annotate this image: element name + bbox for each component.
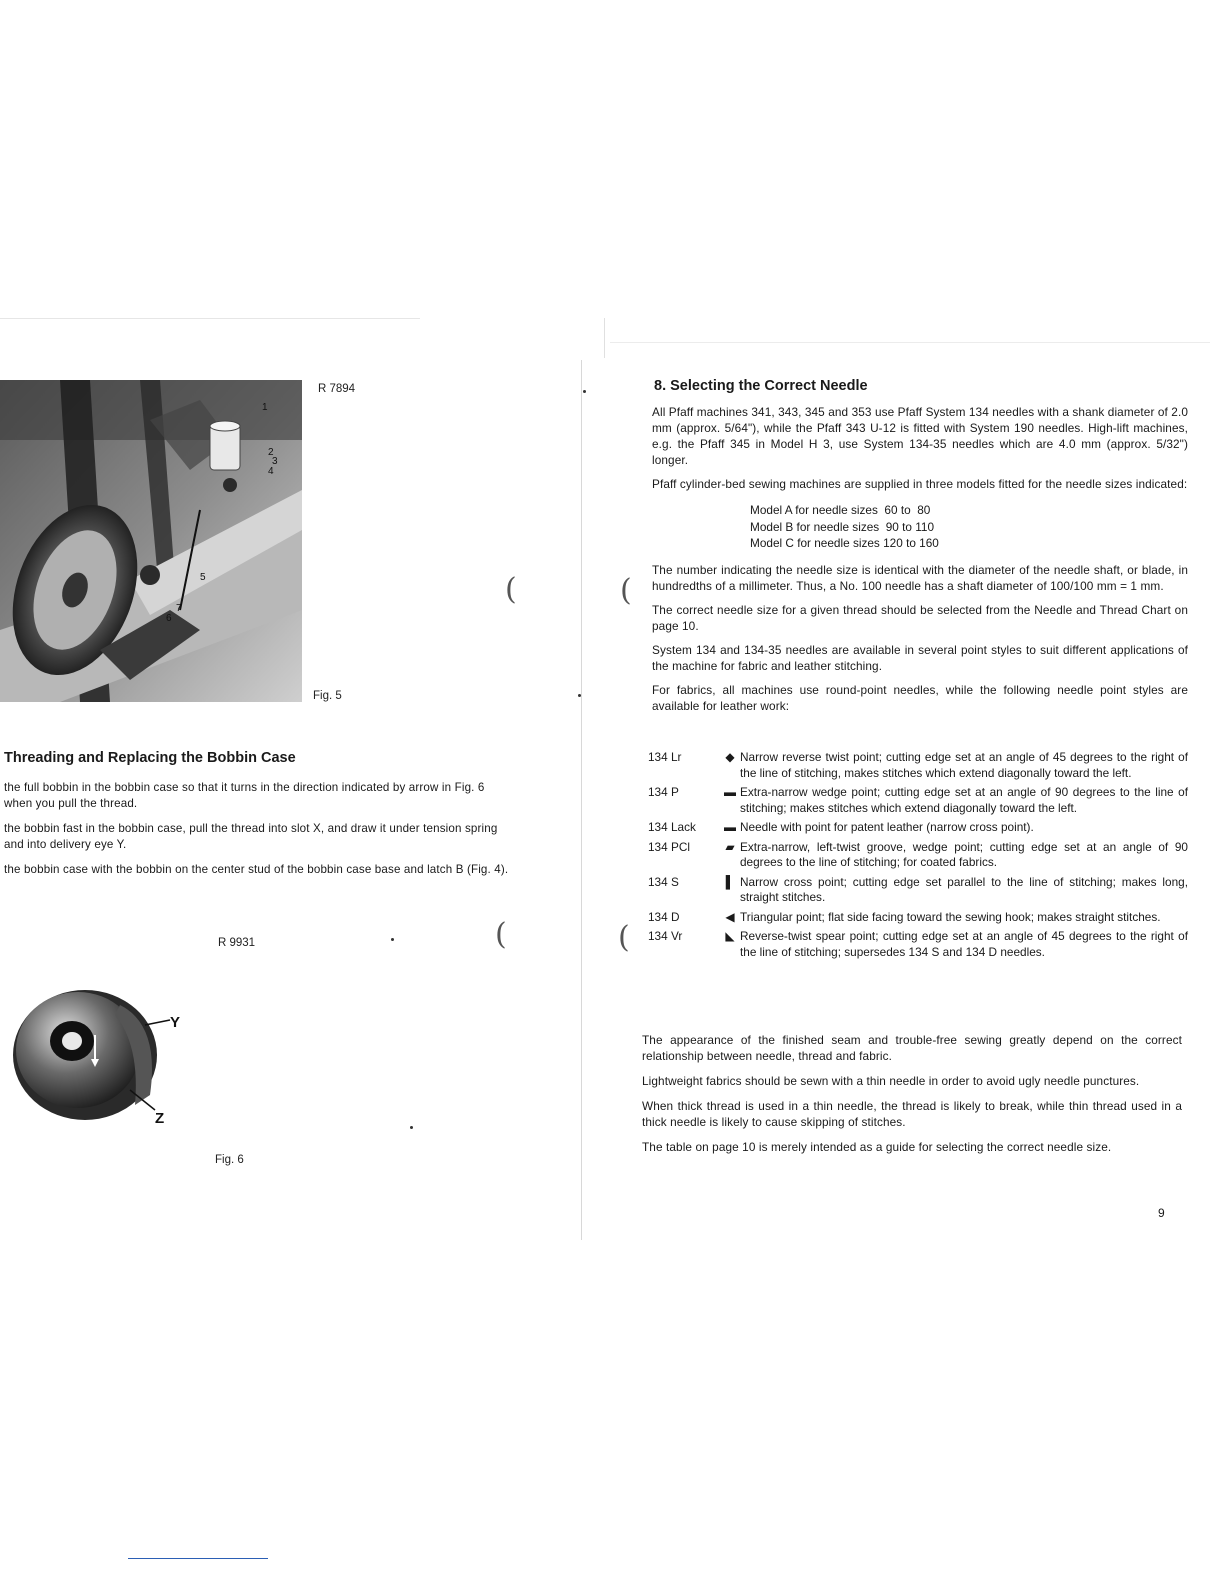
model-item: Model A for needle sizes 60 to 80 bbox=[750, 503, 931, 517]
right-section-title: 8. Selecting the Correct Needle bbox=[654, 378, 868, 394]
page-edge-line-right bbox=[610, 342, 1210, 343]
right-paragraph: System 134 and 134-35 needles are available in several point styles to suit different applications of the machine for fabric and leather stitching. bbox=[652, 642, 1188, 673]
needle-row bbox=[648, 875, 1188, 906]
needle-code: 134 Vr bbox=[648, 929, 683, 943]
margin-bracket: ( bbox=[495, 917, 507, 952]
book-spine-top bbox=[604, 318, 605, 358]
fig5-ref: R 7894 bbox=[318, 383, 356, 395]
needle-desc: Extra-narrow wedge point; cutting edge set at an angle of 90 degrees to the line of stitching; makes stitches which extend diagonally toward the left. bbox=[740, 785, 1188, 815]
left-paragraph: the full bobbin in the bobbin case so that it turns in the direction indicated by arrow in Fig. 6 when you pull the thread. bbox=[4, 781, 485, 810]
left-paragraph: the bobbin case with the bobbin on the center stud of the bobbin case base and latch B (Fig. 4). bbox=[4, 863, 509, 876]
right-body-bottom bbox=[642, 1032, 1182, 1155]
fig5-photo bbox=[0, 380, 302, 702]
right-paragraph: The correct needle size for a given thread should be selected from the Needle and Thread Chart on page 10. bbox=[652, 602, 1188, 633]
svg-text:3: 3 bbox=[272, 456, 278, 467]
book-spine bbox=[581, 360, 582, 1240]
needle-desc: Needle with point for patent leather (narrow cross point). bbox=[740, 820, 1034, 834]
needle-desc: Triangular point; flat side facing toward the sewing hook; makes straight stitches. bbox=[740, 909, 1161, 924]
svg-text:1: 1 bbox=[262, 402, 268, 413]
left-section-title: Threading and Replacing the Bobbin Case bbox=[4, 750, 296, 766]
right-paragraph: When thick thread is used in a thin needle, the thread is likely to break, while thin thread used in a thick needle is likely to cause skipping of stitches. bbox=[642, 1099, 1182, 1129]
margin-bracket: ( bbox=[618, 920, 630, 955]
svg-text:4: 4 bbox=[268, 466, 274, 477]
model-item: Model C for needle sizes 120 to 160 bbox=[750, 536, 939, 550]
left-paragraph: the bobbin fast in the bobbin case, pull the thread into slot X, and draw it under tension spring and into delivery eye Y. bbox=[4, 822, 498, 851]
needle-point-icon: ◆ bbox=[725, 750, 735, 764]
fig6-photo bbox=[0, 985, 200, 1135]
scan-speck bbox=[410, 1126, 413, 1129]
page-edge-line bbox=[0, 318, 420, 319]
needle-code: 134 Lack bbox=[648, 820, 696, 834]
needle-desc: Narrow cross point; cutting edge set parallel to the line of stitching; makes long, straight stitches. bbox=[740, 874, 1188, 904]
needle-code: 134 S bbox=[648, 874, 679, 889]
right-paragraph: Lightweight fabrics should be sewn with a thin needle in order to avoid ugly needle punctures. bbox=[642, 1074, 1140, 1088]
right-body-top bbox=[652, 404, 1188, 714]
svg-text:Y: Y bbox=[170, 1014, 181, 1031]
model-item: Model B for needle sizes 90 to 110 bbox=[750, 519, 935, 534]
scan-speck bbox=[391, 938, 394, 941]
svg-text:6: 6 bbox=[166, 613, 172, 624]
needle-code: 134 D bbox=[648, 909, 680, 924]
right-paragraph: The appearance of the finished seam and trouble-free sewing greatly depend on the correct relationship between needle, thread and fabric. bbox=[642, 1033, 1182, 1063]
needle-row bbox=[648, 750, 1188, 781]
margin-bracket: ( bbox=[505, 572, 517, 607]
svg-text:5: 5 bbox=[200, 572, 206, 583]
needle-code: 134 PCl bbox=[648, 839, 690, 854]
needle-row bbox=[648, 910, 1188, 926]
page-number: 9 bbox=[1158, 1206, 1165, 1220]
needle-point-icon: ▬ bbox=[724, 785, 736, 799]
needle-point-icon: ▬ bbox=[724, 820, 736, 834]
svg-text:7: 7 bbox=[176, 603, 182, 614]
needle-row bbox=[648, 820, 1188, 836]
needle-row bbox=[648, 785, 1188, 816]
right-paragraph: The table on page 10 is merely intended as a guide for selecting the correct needle size. bbox=[642, 1140, 1112, 1154]
spine-dot bbox=[578, 694, 581, 697]
right-paragraph: For fabrics, all machines use round-point needles, while the following needle point styles are available for leather work: bbox=[652, 682, 1188, 713]
margin-bracket: ( bbox=[620, 573, 632, 608]
svg-text:Z: Z bbox=[155, 1110, 165, 1127]
fig5-caption: Fig. 5 bbox=[313, 690, 342, 702]
needle-point-icon: ◣ bbox=[725, 929, 735, 943]
spine-dot bbox=[583, 390, 586, 393]
right-paragraph: The number indicating the needle size is identical with the diameter of the needle shaft, or blade, in hundredths of a millimeter. Thus, a No. 100 needle has a shaft diameter of 100/100 mm = 1 mm. bbox=[652, 562, 1188, 593]
right-paragraph: Pfaff cylinder-bed sewing machines are supplied in three models fitted for the needle sizes indicated: bbox=[652, 477, 1188, 491]
needle-point-icon: ◀ bbox=[725, 909, 735, 924]
needle-point-icon: ▌ bbox=[725, 874, 735, 889]
model-list bbox=[750, 502, 1188, 552]
needle-desc: Extra-narrow, left-twist groove, wedge point; cutting edge set at an angle of 90 degrees to the line of stitching; for coated fabrics. bbox=[740, 839, 1188, 869]
needle-row bbox=[648, 929, 1188, 960]
fig6-ref: R 9931 bbox=[218, 937, 256, 949]
left-body bbox=[4, 780, 510, 878]
underline-bar bbox=[128, 1558, 268, 1559]
needle-point-icon: ▰ bbox=[725, 839, 735, 854]
right-paragraph: All Pfaff machines 341, 343, 345 and 353 use Pfaff System 134 needles with a shank diameter of 2.0 mm (approx. 5/64"), while the Pfaff 343 U-12 is fitted with System 190 needles. High-lift machines, e.g. the Pfaff 345 in Model H 3, use System 134-35 needles which are 4.0 mm (approx. 5/32") longer. bbox=[652, 405, 1188, 467]
fig6-caption: Fig. 6 bbox=[215, 1154, 244, 1166]
needle-row bbox=[648, 840, 1188, 871]
needle-desc: Reverse-twist spear point; cutting edge set at an angle of 45 degrees to the right of the line of stitching; supersedes 134 S and 134 D needles. bbox=[740, 929, 1188, 959]
svg-text:2: 2 bbox=[268, 447, 274, 458]
needle-desc: Narrow reverse twist point; cutting edge set at an angle of 45 degrees to the right of the line of stitching, makes stitches which extend diagonally toward the left. bbox=[740, 750, 1188, 780]
needle-code: 134 P bbox=[648, 785, 679, 799]
needle-code: 134 Lr bbox=[648, 750, 682, 764]
needle-table bbox=[648, 750, 1188, 960]
